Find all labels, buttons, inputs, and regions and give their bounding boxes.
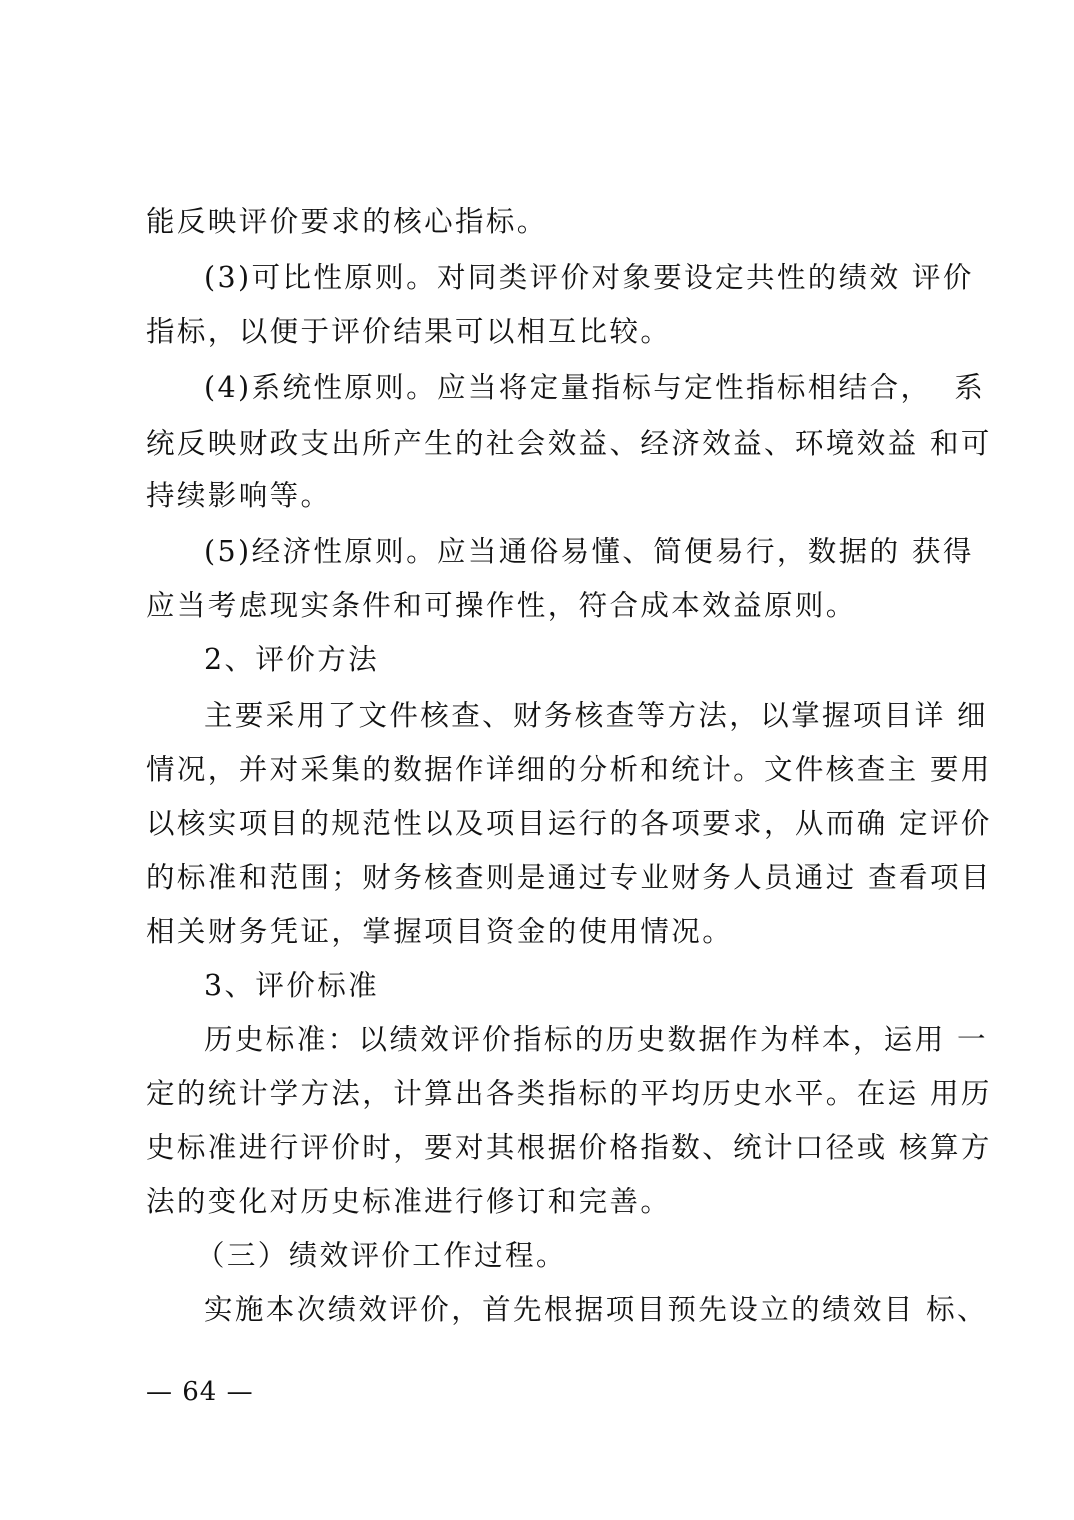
text-line: 历史标准：以绩效评价指标的历史数据作为样本，运用 一 <box>204 1023 988 1056</box>
text-line: 情况，并对采集的数据作详细的分析和统计。文件核查主 要用 <box>146 753 992 786</box>
text-line: (4)系统性原则。应当将定量指标与定性指标相结合， 系 <box>204 371 986 404</box>
text-line: (5)经济性原则。应当通俗易懂、简便易行，数据的 获得 <box>204 535 974 568</box>
text-line: 持续影响等。 <box>146 479 332 512</box>
text-line: 相关财务凭证，掌握项目资金的使用情况。 <box>146 915 734 948</box>
text-line: 应当考虑现实条件和可操作性，符合成本效益原则。 <box>146 589 857 622</box>
section-heading: 2、评价方法 <box>204 643 380 676</box>
text-line: 实施本次绩效评价，首先根据项目预先设立的绩效目 标、 <box>204 1293 988 1326</box>
text-line: 指标，以便于评价结果可以相互比较。 <box>146 315 672 348</box>
text-line: 能反映评价要求的核心指标。 <box>146 205 548 238</box>
text-line: 统反映财政支出所产生的社会效益、经济效益、环境效益 和可 <box>146 427 992 460</box>
text-line: 以核实项目的规范性以及项目运行的各项要求，从而确 定评价 <box>146 807 992 840</box>
text-line: 法的变化对历史标准进行修订和完善。 <box>146 1185 672 1218</box>
text-line: 史标准进行评价时，要对其根据价格指数、统计口径或 核算方 <box>146 1131 992 1164</box>
text-line: (3)可比性原则。对同类评价对象要设定共性的绩效 评价 <box>204 261 974 294</box>
page-number: — 64 — <box>146 1377 254 1407</box>
section-heading: 3、评价标准 <box>204 969 380 1002</box>
text-line: 的标准和范围；财务核查则是通过专业财务人员通过 查看项目 <box>146 861 992 894</box>
section-heading: （三）绩效评价工作过程。 <box>196 1239 567 1272</box>
text-line: 主要采用了文件核查、财务核查等方法，以掌握项目详 细 <box>204 699 988 732</box>
text-line: 定的统计学方法，计算出各类指标的平均历史水平。在运 用历 <box>146 1077 992 1110</box>
